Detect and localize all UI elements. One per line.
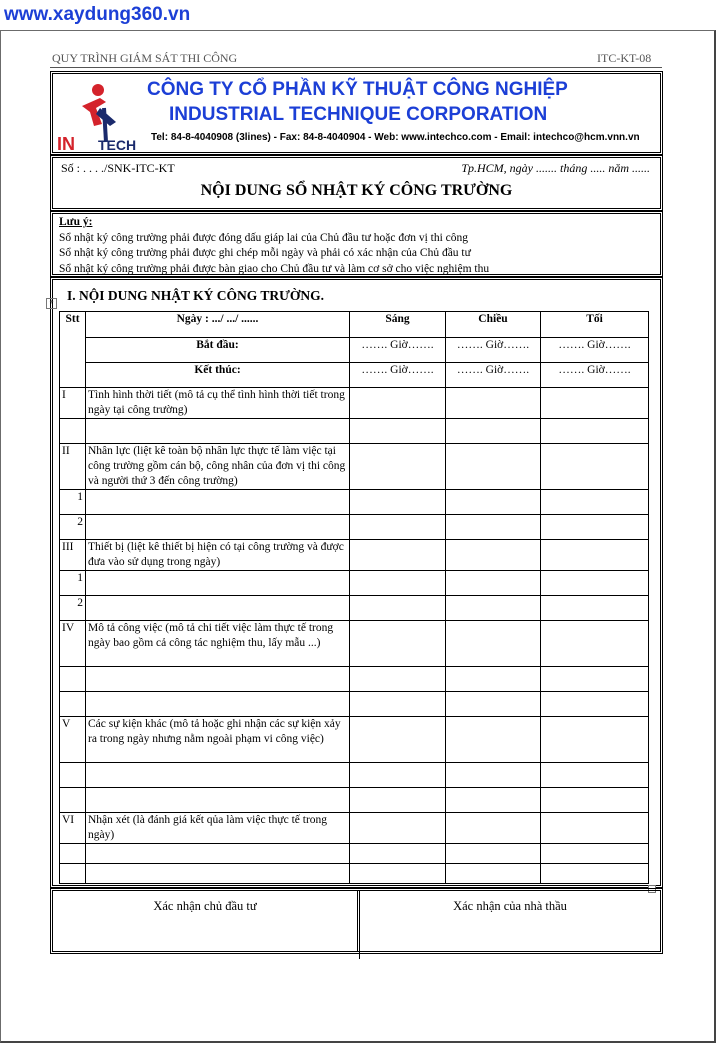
row-stt: II [60,444,86,490]
start-time-morning[interactable]: ……. Giờ……. [350,338,446,363]
svg-text:TECH: TECH [98,137,137,153]
table-row [60,490,649,515]
notes-block [50,211,663,277]
row-cell-morning[interactable] [350,788,446,813]
table-row [60,540,649,571]
row-cell-afternoon[interactable] [446,388,541,419]
row-cell-morning[interactable] [350,621,446,667]
diary-table [59,311,649,884]
table-row [60,571,649,596]
table-row [60,864,649,884]
svg-text:IN: IN [57,134,75,154]
row-stt [60,667,86,692]
row-content[interactable] [86,515,350,540]
company-header [50,71,663,155]
note-line: Sổ nhật ký công trường phải được bàn giao cho Chủ đầu tư và làm cơ sở cho việc nghiệm thu [59,262,490,275]
company-contact: Tel: 84-8-4040908 (3lines) - Fax: 84-8-4040904 - Web: www.intechco.com - Email: intechco@hcm.vnn.vn [151,132,640,143]
row-cell-afternoon[interactable] [446,844,541,864]
row-cell-afternoon[interactable] [446,419,541,444]
row-cell-afternoon[interactable] [446,571,541,596]
row-cell-evening[interactable] [541,763,649,788]
row-content[interactable] [86,490,350,515]
date-header: Ngày : .../ .../ ...... [86,312,350,338]
row-cell-evening[interactable] [541,667,649,692]
row-content[interactable] [86,571,350,596]
header-right: ITC-KT-08 [597,51,652,65]
row-cell-morning[interactable] [350,667,446,692]
row-stt: 2 [60,596,86,621]
start-label: Bắt đầu: [86,338,350,363]
column-header-afternoon: Chiều [446,312,541,338]
row-cell-afternoon[interactable] [446,763,541,788]
row-cell-morning[interactable] [350,388,446,419]
table-row [60,621,649,667]
row-cell-afternoon[interactable] [446,692,541,717]
company-name-en: INDUSTRIAL TECHNIQUE CORPORATION [169,104,548,125]
table-row [60,444,649,490]
row-cell-morning[interactable] [350,444,446,490]
document-number: Số : . . . ./SNK-ITC-KT [61,161,175,175]
table-row [60,844,649,864]
row-cell-morning[interactable] [350,515,446,540]
row-cell-evening[interactable] [541,864,649,884]
row-cell-morning[interactable] [350,571,446,596]
row-content[interactable]: Thiết bị (liệt kê thiết bị hiện có tại công trường và được đưa vào sử dụng trong ngày) [86,540,350,571]
row-cell-evening[interactable] [541,813,649,844]
row-content[interactable] [86,667,350,692]
row-content[interactable]: Tình hình thời tiết (mô tả cụ thể tình hình thời tiết trong ngày tại công trường) [86,388,350,419]
row-stt: 1 [60,571,86,596]
row-cell-afternoon[interactable] [446,444,541,490]
row-stt: 2 [60,515,86,540]
row-content[interactable] [86,419,350,444]
row-cell-morning[interactable] [350,717,446,763]
row-cell-evening[interactable] [541,490,649,515]
row-cell-morning[interactable] [350,419,446,444]
owner-confirmation[interactable]: Xác nhận chủ đầu tư [53,891,358,951]
row-cell-morning[interactable] [350,692,446,717]
page-title: NỘI DUNG SỔ NHẬT KÝ CÔNG TRƯỜNG [200,182,513,199]
row-cell-afternoon[interactable] [446,667,541,692]
header-left: QUY TRÌNH GIÁM SÁT THI CÔNG [52,51,238,65]
row-cell-afternoon[interactable] [446,864,541,884]
row-cell-morning[interactable] [350,540,446,571]
row-cell-evening[interactable] [541,621,649,667]
row-stt [60,763,86,788]
row-cell-evening[interactable] [541,444,649,490]
title-block [50,155,663,211]
end-time-morning[interactable]: ……. Giờ……. [350,363,446,388]
row-content[interactable] [86,864,350,884]
column-header-evening: Tối [541,312,649,338]
row-cell-evening[interactable] [541,571,649,596]
table-row [60,596,649,621]
table-row [60,692,649,717]
notes-label: Lưu ý: [59,216,93,228]
row-cell-morning[interactable] [350,596,446,621]
start-time-afternoon[interactable]: ……. Giờ……. [446,338,541,363]
row-content[interactable] [86,596,350,621]
row-cell-morning[interactable] [350,490,446,515]
row-cell-afternoon[interactable] [446,490,541,515]
table-row [60,788,649,813]
row-stt: IV [60,621,86,667]
row-stt [60,419,86,444]
intech-logo [56,78,140,154]
document-date: Tp.HCM, ngày ....... tháng ..... năm ...... [461,161,650,175]
note-line: Sổ nhật ký công trường phải được ghi chép mỗi ngày và phải có xác nhận của Chủ đầu tư [59,247,471,259]
row-cell-morning[interactable] [350,763,446,788]
row-stt: V [60,717,86,763]
end-time-evening[interactable]: ……. Giờ……. [541,363,649,388]
end-label: Kết thúc: [86,363,350,388]
row-content[interactable] [86,844,350,864]
table-row [60,813,649,844]
confirmation-block [50,888,663,954]
row-cell-afternoon[interactable] [446,717,541,763]
contractor-confirmation[interactable]: Xác nhận của nhà thầu [359,891,660,959]
row-cell-evening[interactable] [541,596,649,621]
row-cell-afternoon[interactable] [446,596,541,621]
table-row [60,717,649,763]
table-row [60,419,649,444]
row-content[interactable]: Nhân lực (liệt kê toàn bộ nhân lực thực tế làm việc tại công trường gồm cán bộ, công nhân của đơn vị thi công và người thứ 3 đến công trường) [86,444,350,490]
table-row [60,388,649,419]
row-content[interactable]: Nhận xét (là đánh giá kết qủa làm việc thực tế trong ngày) [86,813,350,844]
row-cell-evening[interactable] [541,515,649,540]
header-divider [50,67,662,68]
row-cell-evening[interactable] [541,540,649,571]
row-stt [60,844,86,864]
company-name-vn: CÔNG TY CỔ PHẦN KỸ THUẬT CÔNG NGHIỆP [147,79,568,100]
row-cell-afternoon[interactable] [446,540,541,571]
table-row [60,515,649,540]
end-time-afternoon[interactable]: ……. Giờ……. [446,363,541,388]
watermark[interactable]: www.xaydung360.vn [4,4,191,25]
row-stt: III [60,540,86,571]
note-line: Sổ nhật ký công trường phải được đóng dấu giáp lai của Chủ đầu tư hoặc đơn vị thi công [59,231,469,244]
row-cell-evening[interactable] [541,419,649,444]
column-header-morning: Sáng [350,312,446,338]
row-stt: 1 [60,490,86,515]
row-content[interactable]: Các sự kiện khác (mô tả hoặc ghi nhận các sự kiện xảy ra trong ngày nhưng nằm ngoài phạm vi công việc) [86,717,350,763]
row-cell-evening[interactable] [541,388,649,419]
row-content[interactable]: Mô tả công việc (mô tả chi tiết việc làm thực tế trong ngày bao gồm cả công tác nghiệm thu, lấy mẫu ...) [86,621,350,667]
stt-header: Stt [60,312,86,388]
row-cell-morning[interactable] [350,864,446,884]
row-cell-evening[interactable] [541,788,649,813]
row-content[interactable] [86,692,350,717]
row-stt [60,788,86,813]
row-cell-morning[interactable] [350,813,446,844]
row-cell-evening[interactable] [541,692,649,717]
row-stt [60,692,86,717]
row-content[interactable] [86,788,350,813]
table-move-handle-icon[interactable]: + [46,298,57,309]
row-stt: VI [60,813,86,844]
table-row [60,763,649,788]
start-time-evening[interactable]: ……. Giờ……. [541,338,649,363]
row-stt [60,864,86,884]
table-row [60,667,649,692]
row-stt: I [60,388,86,419]
row-cell-afternoon[interactable] [446,813,541,844]
row-cell-evening[interactable] [541,717,649,763]
section-title: I. NỘI DUNG NHẬT KÝ CÔNG TRƯỜNG. [67,288,325,303]
row-cell-evening[interactable] [541,844,649,864]
row-cell-afternoon[interactable] [446,515,541,540]
row-cell-afternoon[interactable] [446,621,541,667]
row-content[interactable] [86,763,350,788]
row-cell-morning[interactable] [350,844,446,864]
row-cell-afternoon[interactable] [446,788,541,813]
